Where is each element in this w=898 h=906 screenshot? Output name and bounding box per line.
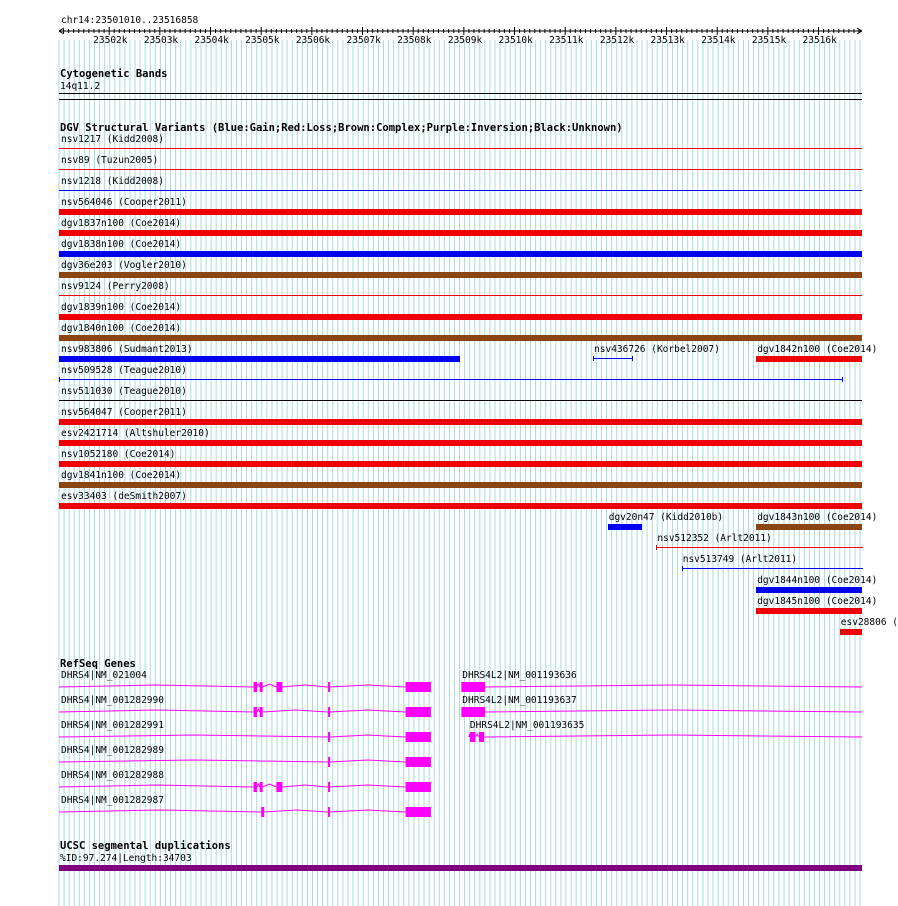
segdup-feature[interactable] <box>59 865 862 871</box>
gene-model[interactable] <box>0 730 890 744</box>
gene-intron <box>330 810 405 812</box>
gene-label: DHRS4|NM_001282990 <box>61 695 164 706</box>
variant-feature[interactable] <box>59 251 862 257</box>
gene-intron <box>263 784 277 787</box>
gene-exon <box>260 782 263 792</box>
ruler-tick-label: 23512k <box>599 35 635 46</box>
refseq-track-title[interactable]: RefSeq Genes <box>60 658 136 670</box>
ruler-tick-label: 23506k <box>295 35 331 46</box>
variant-label: nsv1052180 (Coe2014) <box>61 449 176 460</box>
variant-feature[interactable] <box>59 169 862 170</box>
variant-feature[interactable] <box>593 356 633 361</box>
gene-model[interactable] <box>0 805 890 819</box>
region-label: chr14:23501010..23516858 <box>61 15 199 26</box>
variant-label: dgv1845n100 (Coe2014) <box>757 596 878 607</box>
variant-label: esv28806 ( <box>840 617 898 628</box>
gene-intron <box>257 784 260 787</box>
variant-label: dgv1840n100 (Coe2014) <box>61 323 182 334</box>
gene-exon <box>328 807 330 817</box>
gene-intron <box>59 810 261 812</box>
gene-label: DHRS4|NM_021004 <box>61 670 147 681</box>
gene-label: DHRS4|NM_001282991 <box>61 720 164 731</box>
ruler-tick-label: 23503k <box>143 35 179 46</box>
variant-feature[interactable] <box>59 272 862 278</box>
variant-feature[interactable] <box>59 400 862 401</box>
variant-label: esv2421714 (Altshuler2010) <box>61 428 210 439</box>
variant-feature[interactable] <box>608 524 642 530</box>
segdup-label: %ID:97.274|Length:34703 <box>60 853 192 864</box>
cytoband-track-title[interactable]: Cytogenetic Bands <box>60 68 168 80</box>
variant-feature[interactable] <box>756 356 862 362</box>
gene-model[interactable] <box>0 680 890 694</box>
variant-label: dgv36e203 (Vogler2010) <box>61 260 187 271</box>
gene-intron <box>484 735 862 737</box>
variant-label: dgv1843n100 (Coe2014) <box>757 512 878 523</box>
variant-feature[interactable] <box>59 356 460 362</box>
gene-exon <box>254 782 258 792</box>
gene-label: DHRS4L2|NM_001193635 <box>469 720 585 731</box>
gene-exon <box>261 807 264 817</box>
variant-label: dgv20n47 (Kidd2010b) <box>608 512 724 523</box>
variant-feature[interactable] <box>59 503 862 509</box>
gene-intron <box>475 734 479 737</box>
gene-exon <box>461 682 485 692</box>
variant-feature[interactable] <box>756 608 862 614</box>
gene-exon <box>470 732 476 742</box>
variant-label: nsv509528 (Teague2010) <box>61 365 187 376</box>
variant-feature[interactable] <box>59 482 862 488</box>
variant-label: dgv1838n100 (Coe2014) <box>61 239 182 250</box>
gene-intron <box>264 810 328 812</box>
ruler-tick-label: 23508k <box>397 35 432 46</box>
cytoband-label: 14q11.2 <box>60 81 101 92</box>
gene-intron <box>330 785 405 787</box>
segdup-track-title[interactable]: UCSC segmental duplications <box>60 840 231 852</box>
gene-label: DHRS4|NM_001282989 <box>61 745 164 756</box>
gene-intron <box>485 710 862 712</box>
gene-intron <box>282 785 328 787</box>
gene-label: DHRS4|NM_001282988 <box>61 770 164 781</box>
gene-exon <box>406 807 431 817</box>
gene-model[interactable] <box>0 780 890 794</box>
gene-exon <box>328 757 330 767</box>
ruler-tick-label: 23513k <box>650 35 685 46</box>
gene-intron <box>59 785 254 787</box>
gene-exon <box>479 732 484 742</box>
dgv-track-title[interactable]: DGV Structural Variants (Blue:Gain;Red:Loss;Brown:Complex;Purple:Inversion;Black:Unknown) <box>60 122 623 134</box>
gene-exon <box>406 757 431 767</box>
variant-feature[interactable] <box>656 545 863 550</box>
variant-feature[interactable] <box>59 335 862 341</box>
gene-intron <box>59 760 328 762</box>
variant-label: dgv1841n100 (Coe2014) <box>61 470 182 481</box>
ruler-tick-label: 23515k <box>751 35 787 46</box>
variant-feature[interactable] <box>59 190 862 191</box>
ruler-tick-label: 23504k <box>194 35 229 46</box>
variant-label: nsv1217 (Kidd2008) <box>61 134 164 145</box>
gene-intron <box>330 760 405 762</box>
variant-label: dgv1844n100 (Coe2014) <box>757 575 878 586</box>
variant-label: nsv564047 (Cooper2011) <box>61 407 187 418</box>
variant-feature[interactable] <box>59 148 862 149</box>
variant-label: nsv564046 (Cooper2011) <box>61 197 187 208</box>
variant-label: dgv1839n100 (Coe2014) <box>61 302 182 313</box>
variant-feature[interactable] <box>59 209 862 215</box>
variant-label: dgv1837n100 (Coe2014) <box>61 218 182 229</box>
variant-label: nsv511030 (Teague2010) <box>61 386 187 397</box>
gene-model[interactable] <box>0 755 890 769</box>
variant-feature[interactable] <box>59 440 862 446</box>
ruler-tick-label: 23516k <box>802 35 837 46</box>
variant-feature[interactable] <box>59 377 843 382</box>
gene-intron <box>485 685 862 687</box>
gene-exon <box>276 782 282 792</box>
variant-label: nsv1218 (Kidd2008) <box>61 176 164 187</box>
variant-feature[interactable] <box>59 419 862 425</box>
variant-label: nsv512352 (Arlt2011) <box>657 533 772 544</box>
variant-label: nsv436726 (Korbel2007) <box>594 344 720 355</box>
cytoband-line-bottom <box>59 99 862 100</box>
variant-feature[interactable] <box>59 461 862 467</box>
variant-feature[interactable] <box>59 314 862 320</box>
ruler-tick-label: 23502k <box>93 35 128 46</box>
variant-feature[interactable] <box>756 587 862 593</box>
variant-label: nsv9124 (Perry2008) <box>61 281 170 292</box>
gene-model[interactable] <box>0 705 890 719</box>
variant-label: nsv89 (Tuzun2005) <box>61 155 159 166</box>
ruler-tick-label: 23507k <box>346 35 381 46</box>
ruler-tick-label: 23509k <box>447 35 483 46</box>
gene-label: DHRS4L2|NM_001193636 <box>462 670 577 681</box>
gene-label: DHRS4L2|NM_001193637 <box>462 695 577 706</box>
variant-feature[interactable] <box>59 295 862 296</box>
variant-label: esv33403 (deSmith2007) <box>61 491 187 502</box>
variant-label: dgv1842n100 (Coe2014) <box>757 344 878 355</box>
gene-exon <box>328 782 330 792</box>
gene-intron <box>469 734 470 737</box>
gene-exon <box>406 782 431 792</box>
gene-label: DHRS4|NM_001282987 <box>61 795 164 806</box>
ruler-tick-label: 23511k <box>549 35 584 46</box>
variant-label: nsv983806 (Sudmant2013) <box>61 344 193 355</box>
variant-feature[interactable] <box>840 629 862 635</box>
ruler-tick-label: 23514k <box>701 35 736 46</box>
variant-feature[interactable] <box>59 230 862 236</box>
ruler-tick-label: 23505k <box>245 35 280 46</box>
cytoband-line-top <box>59 93 862 94</box>
variant-label: nsv513749 (Arlt2011) <box>682 554 798 565</box>
ruler-tick-label: 23510k <box>498 35 533 46</box>
variant-feature[interactable] <box>756 524 862 530</box>
gene-exon <box>461 707 485 717</box>
variant-feature[interactable] <box>682 566 863 571</box>
